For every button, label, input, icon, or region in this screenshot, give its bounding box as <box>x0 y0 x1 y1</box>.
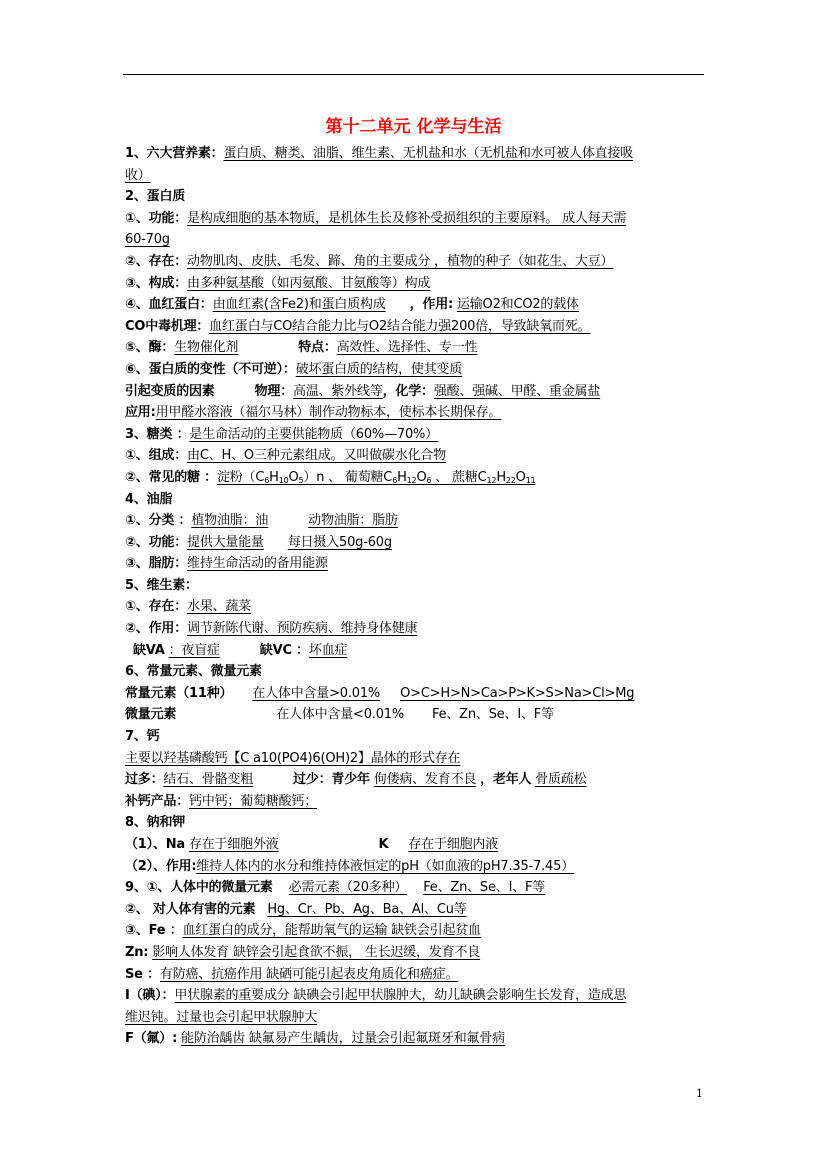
page-number: 1 <box>696 1087 703 1100</box>
line-selenium: Se ：有防癌、抗癌作用 缺硒可能引起表皮角质化和癌症。 <box>125 966 459 982</box>
line-denaturation-causes: 引起变质的因素 物理：高温、紫外线等，化学：强酸、强碱、甲醛、重金属盐 <box>125 383 601 399</box>
line-zinc: Zn: 影响人体发育 缺锌会引起食欲不振， 生长迟缓，发育不良 <box>125 944 481 960</box>
line-macro-elements: 常量元素（11种） 在人体中含量>0.01% O>C>H>N>Ca>P>K>S>Na>Cl>Mg <box>125 685 635 701</box>
document-body <box>125 143 705 1050</box>
line-co-poisoning: CO中毒机理：血红蛋白与CO结合能力比与O2结合能力强200倍，导致缺氧而死。 <box>125 318 591 334</box>
line-sugar-composition: ①、组成：由C、H、O三种元素组成。又叫做碳水化合物 <box>125 448 446 464</box>
line-hemoglobin: ④、血红蛋白：由血红素(含Fe2)和蛋白质构成 ，作用: 运输O2和CO2的载体 <box>125 297 579 313</box>
line-trace-required: 9、①、人体中的微量元素 必需元素（20多种） Fe、Zn、Se、I、F等 <box>125 880 546 896</box>
line-vitamin-role: ②、作用：调节新陈代谢、预防疾病、维持身体健康 <box>125 621 418 637</box>
line-fat-function: ②、功能：提供大量能量 每日摄入50g-60g <box>125 534 392 550</box>
section-fat: 4、油脂 <box>125 491 173 507</box>
line-na-k-role: （2）、作用:维持人体内的水分和维持体液恒定的pH（如血液的pH7.35-7.45） <box>125 858 574 874</box>
line-protein-function-cont: 60-70g <box>125 232 170 248</box>
section-elements: 6、常量元素、微量元素 <box>125 664 262 680</box>
line-protein-function: ①、功能：是构成细胞的基本物质，是机体生长及修补受损组织的主要原料。 成人每天需 <box>125 210 627 226</box>
line-iodine-cont: 维迟钝。过量也会引起甲状腺肿大 <box>125 1009 318 1025</box>
page-title: 第十二单元 化学与生活 <box>325 117 502 137</box>
line-common-sugars: ②、常见的糖 ：淀粉$(C_6H_{10}O_5)n$ 、 葡萄糖$C_6H_{12}O_6$ 、 蔗糖$C_{12}H_{22}O_{11}$ <box>125 469 536 485</box>
section-calcium: 7、钙 <box>125 729 160 745</box>
line-fat-reserve: ③、脂肪：维持生命活动的备用能源 <box>125 556 328 572</box>
line-iron: ③、Fe ：血红蛋白的成分，能帮助氧气的运输 缺铁会引起贫血 <box>125 923 481 939</box>
line-fluorine: F（氟）: 能防治龋齿 缺氟易产生龋齿，过量会引起氟斑牙和氟骨病 <box>125 1031 505 1047</box>
section-vitamin: 5、维生素： <box>125 577 198 593</box>
line-calcium-products: 补钙产品：钙中钙；葡萄糖酸钙； <box>125 793 318 809</box>
line-iodine: I（碘）：甲状腺素的重要成分 缺碘会引起甲状腺肿大，幼儿缺碘会影响生长发育，造成思 <box>125 988 627 1004</box>
header-rule <box>123 74 704 75</box>
section-protein: 2、蛋白质 <box>125 189 186 205</box>
line-denaturation: ⑥、蛋白质的变性（不可逆）：破坏蛋白质的结构，使其变质 <box>125 361 463 377</box>
line-vitamin-source: ①、存在：水果、蔬菜 <box>125 599 252 615</box>
line-application: 应用:用甲醛水溶液（福尔马林）制作动物标本，使标本长期保存。 <box>125 405 502 421</box>
section-sodium-potassium: 8、钠和钾 <box>125 815 186 831</box>
line-calcium-effects: 过多：结石、骨骼变粗 过少：青少年 佝偻病、发育不良 ，老年人 骨质疏松 <box>125 772 587 788</box>
line-vitamin-deficiency: 缺VA ：夜盲症 缺VC ：坏血症 <box>133 642 348 658</box>
line-protein-existence: ②、存在：动物肌肉、皮肤、毛发、蹄、角的主要成分 ，植物的种子（如花生、大豆） <box>125 253 614 269</box>
line-na-k: （1）、Na 存在于细胞外液 K 存在于细胞内液 <box>125 837 499 852</box>
line-nutrients: 1、六大营养素：蛋白质、糖类、油脂、维生素、无机盐和水（无机盐和水可被人体直接吸 <box>125 146 634 161</box>
line-enzyme: ⑤、酶：生物催化剂 特点：高效性、选择性、专一性 <box>125 340 478 356</box>
line-harmful-elements: ②、 对人体有害的元素 Hg、Cr、Pb、Ag、Ba、Al、Cu等 <box>125 901 467 917</box>
line-calcium-form: 主要以羟基磷酸钙【C a10(PO4)6(OH)2】晶体的形式存在 <box>125 750 461 766</box>
line-sugar: 3、糖类 ：是生命活动的主要供能物质（60%—70%） <box>125 426 438 442</box>
line-nutrients-cont: 收） <box>125 167 151 183</box>
line-trace-elements: 微量元素 在人体中含量<0.01% Fe、Zn、Se、I、F等 <box>125 707 554 723</box>
line-protein-structure: ③、构成：由多种氨基酸（如丙氨酸、甘氨酸等）构成 <box>125 275 431 291</box>
line-fat-types: ①、分类 ：植物油脂：油 动物油脂：脂肪 <box>125 513 398 529</box>
